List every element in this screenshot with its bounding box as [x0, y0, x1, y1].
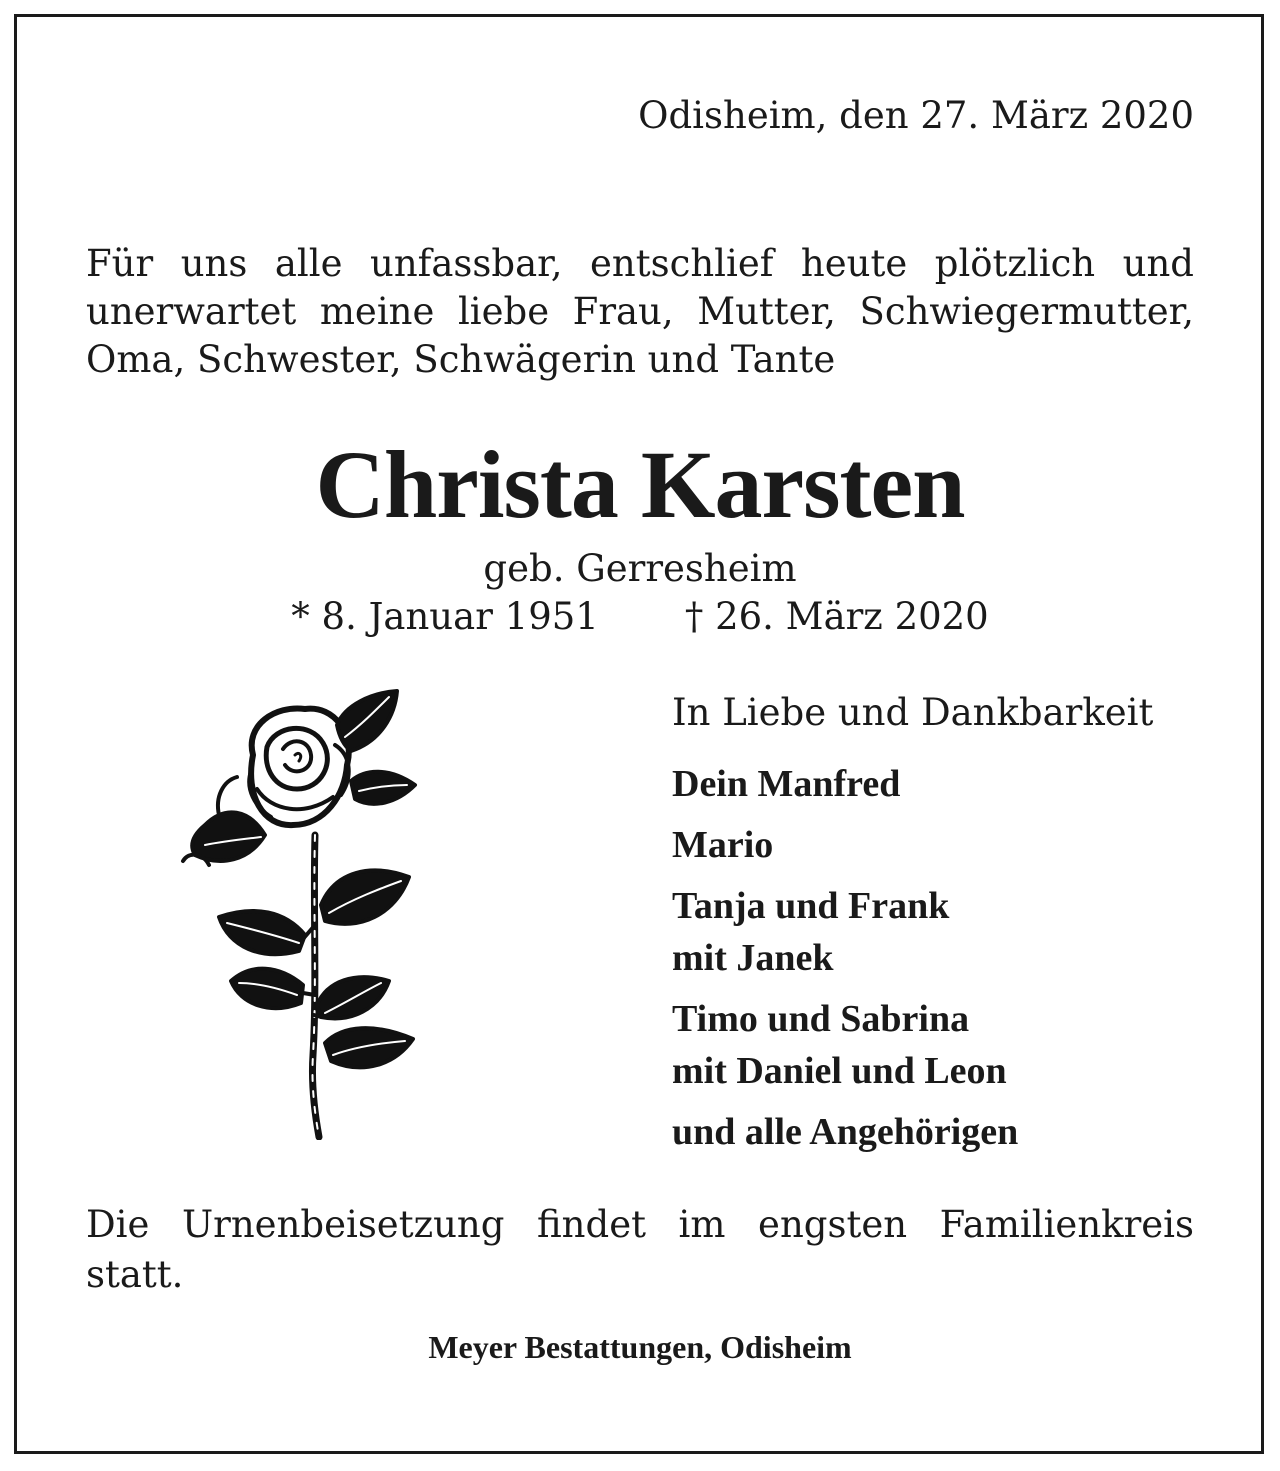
family-list [672, 758, 1018, 1167]
burial-note-line: statt. [86, 1253, 184, 1296]
family-member: und alle Angehörigen [672, 1111, 1019, 1153]
family-member: mit Janek [672, 937, 834, 979]
birth-name: geb. Gerresheim [483, 547, 797, 590]
deceased-name: Christa Karsten [315, 431, 965, 538]
place-date: Odisheim, den 27. März 2020 [638, 94, 1194, 137]
family-member: Mario [672, 824, 774, 866]
intro-text [86, 240, 1194, 384]
family-group [672, 819, 1018, 871]
thanks-text: In Liebe und Dankbarkeit [672, 691, 1154, 734]
burial-note [86, 1200, 1194, 1300]
family-member: Tanja und Frank [672, 885, 950, 927]
intro-line: Für uns alle unfassbar, entschlief heute plötzlich und [86, 242, 1194, 285]
funeral-home: Meyer Bestattungen, Odisheim [428, 1329, 852, 1365]
family-group [672, 758, 1018, 810]
rose-icon [175, 685, 435, 1140]
family-member: Dein Manfred [672, 763, 901, 805]
burial-note-line: Die Urnenbeisetzung findet im engsten Familienkreis [86, 1203, 1194, 1246]
life-dates [0, 594, 1280, 640]
death-date: † 26. März 2020 [684, 595, 989, 638]
intro-line: Oma, Schwester, Schwägerin und Tante [86, 338, 836, 381]
intro-line: unerwartet meine liebe Frau, Mutter, Schwiegermutter, [86, 290, 1194, 333]
family-group [672, 993, 1018, 1097]
family-member: Timo und Sabrina [672, 998, 970, 1040]
family-group [672, 1106, 1018, 1158]
birth-date: * 8. Januar 1951 [291, 595, 599, 638]
family-group [672, 880, 1018, 984]
family-member: mit Daniel und Leon [672, 1050, 1007, 1092]
